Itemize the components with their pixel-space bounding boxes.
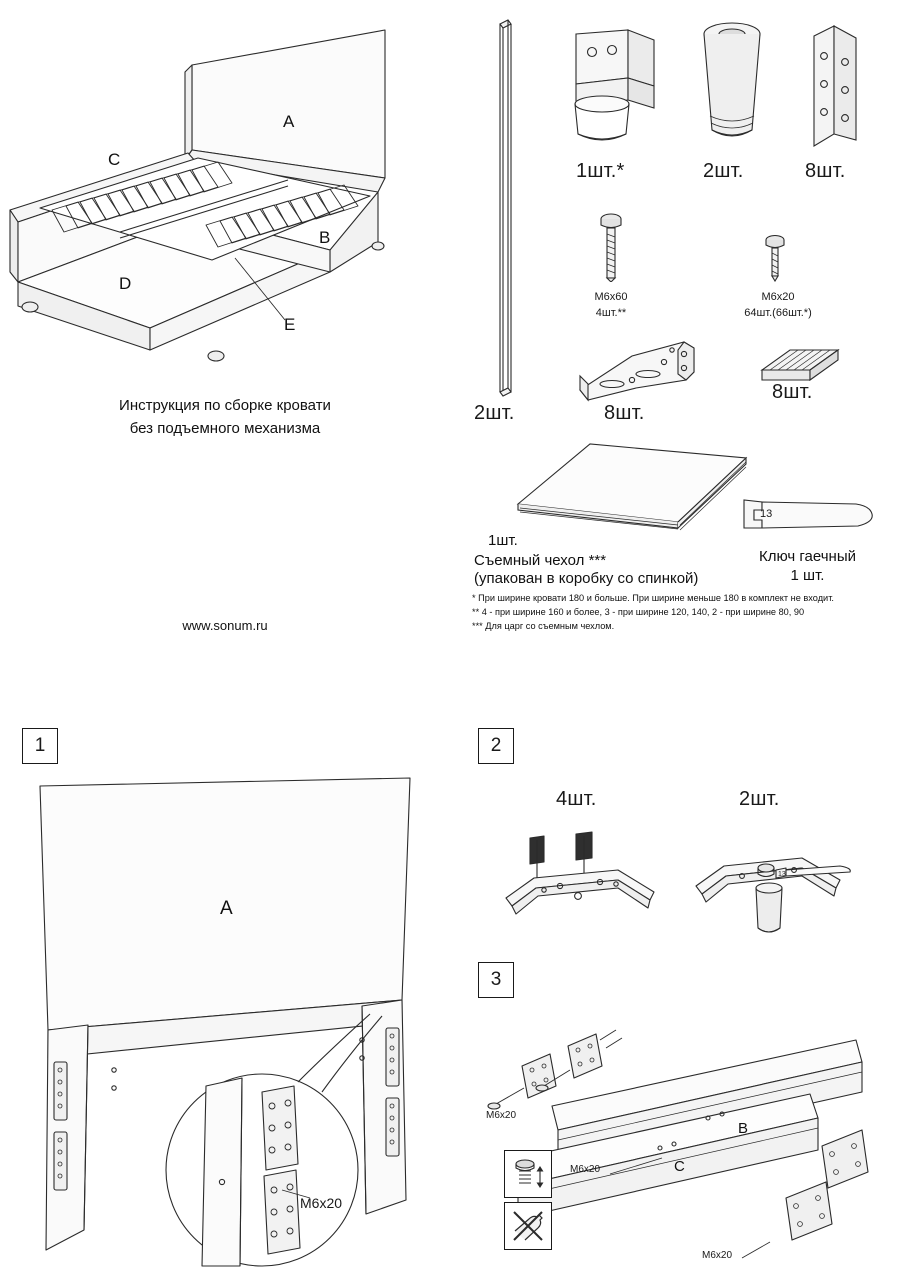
bed-label-c: C	[108, 150, 121, 169]
footnote-2: ** 4 - при ширине 160 и более, 3 - при ширине 120, 140, 2 - при ширине 80, 90	[472, 606, 805, 617]
wrench-icon	[738, 494, 878, 548]
no-tool-icon-box	[504, 1202, 552, 1250]
footnotes	[472, 592, 890, 633]
title-line-1: Инструкция по сборке кровати	[119, 397, 331, 414]
tighten-icon-box	[504, 1150, 552, 1198]
bolt-m6x20-caption: M6x20	[761, 291, 795, 303]
bolt-m6x60-caption: M6x60	[594, 291, 628, 303]
corner-angle-part-icon	[800, 22, 870, 152]
corner-plate-part-icon	[566, 328, 706, 406]
leg-part-icon	[692, 20, 772, 152]
step-3-label-c: C	[674, 1158, 685, 1175]
beam-part-icon	[492, 18, 518, 398]
wrench-size-label: 13	[760, 508, 773, 520]
step-3-number: 3	[490, 969, 502, 990]
cover-line-2: (упакован в коробку со спинкой)	[474, 570, 699, 587]
title-line-2: без подъемного механизма	[129, 419, 321, 437]
step-2-diagram-right	[690, 824, 880, 944]
cover-qty: 1шт.	[488, 532, 518, 549]
step-3-label-b: B	[738, 1120, 749, 1137]
bracket-cup-part-icon	[566, 26, 666, 146]
bed-label-d: D	[119, 274, 132, 293]
step-3-bolt-label-3: M6x20	[702, 1250, 733, 1261]
wrench-line-2: 1 шт.	[790, 567, 825, 584]
bolt-m6x20-icon	[762, 234, 788, 282]
cover-line-1: Съемный чехол ***	[474, 552, 607, 569]
leg-qty: 2шт.	[703, 160, 744, 182]
bracket-cup-qty: 1шт.*	[576, 160, 625, 182]
footnote-3: *** Для царг со съемным чехлом.	[472, 620, 615, 631]
bolt-m6x60-icon	[594, 212, 628, 282]
step-3-bolt-label-2: M6x20	[570, 1164, 601, 1175]
step-2-qty-right: 2шт.	[739, 788, 780, 810]
pad-qty: 8шт.	[772, 381, 813, 403]
step-3-bolt-label-1: M6x20	[486, 1110, 517, 1121]
corner-angle-qty: 8шт.	[805, 160, 846, 182]
step-2-diagram-left	[500, 826, 680, 926]
step-1-diagram	[10, 770, 440, 1270]
step-1-number: 1	[34, 735, 46, 756]
svg-text:13: 13	[778, 871, 786, 878]
website-url: www.sonum.ru	[182, 618, 268, 633]
step-1-callout-label: M6x20	[300, 1195, 343, 1211]
step-1-panel-letter: A	[220, 898, 233, 919]
bed-label-a: A	[283, 112, 295, 131]
step-2-number-box	[478, 728, 514, 764]
parts-list	[470, 8, 890, 608]
bolt-m6x20-qty: 64шт.(66шт.*)	[744, 307, 812, 319]
bed-diagram	[0, 10, 440, 390]
step-3-number-box	[478, 962, 514, 998]
step-1-number-box	[22, 728, 58, 764]
wrench-line-1: Ключ гаечный	[759, 548, 856, 565]
bed-label-b: B	[319, 228, 331, 247]
footnote-1: * При ширине кровати 180 и больше. При ширине меньше 180 в комплект не входит.	[472, 593, 834, 603]
bolt-m6x60-qty: 4шт.**	[595, 307, 627, 319]
document-title	[60, 395, 390, 440]
bed-label-e: E	[284, 315, 296, 334]
step-2-qty-left: 4шт.	[556, 788, 597, 810]
cover-part-icon	[510, 438, 760, 536]
step-2-number: 2	[490, 735, 502, 756]
beam-qty: 2шт.	[474, 402, 515, 424]
corner-plate-qty: 8шт.	[604, 402, 645, 424]
